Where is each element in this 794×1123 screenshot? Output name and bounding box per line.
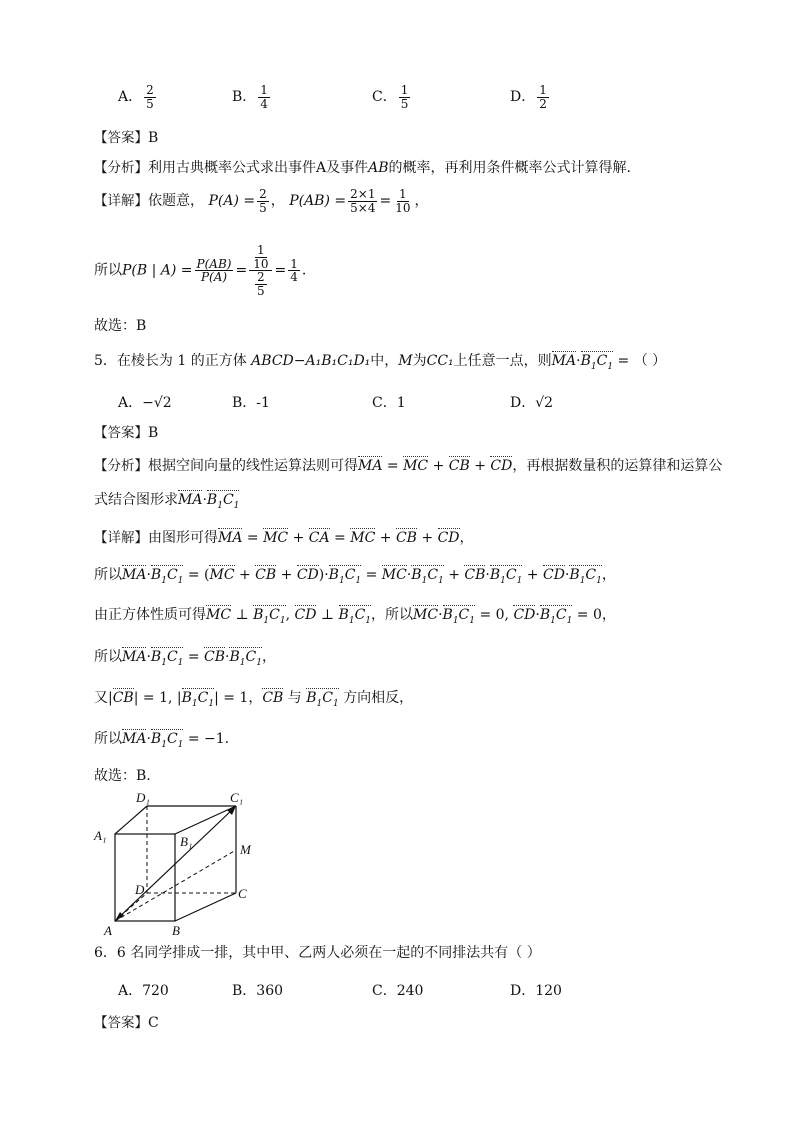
- edge-a1d1: [115, 806, 147, 834]
- q4-conditional: 所以P(B | A) = $\frac{P(AB)}{P(A)}$ = $\frac{\frac{1}{10}}{\frac{2}{5}}$ = $\frac{1}{4}$ .: [94, 243, 307, 298]
- q6-option-d: D．120: [510, 983, 562, 999]
- q6-stem: 6．6 名同学排成一排，其中甲、乙两人必须在一起的不同排法共有（ ）: [94, 945, 541, 961]
- label-m: M: [240, 842, 251, 857]
- q5-analysis: 【分析】根据空间向量的线性运算法则可得MA = MC + CB + CD，再根据数量积的运算律和运算公: [94, 458, 723, 474]
- q5-analysis-cont: 式结合图形求$MA\cdot B_1C_1$: [94, 492, 240, 511]
- q4-option-c: C． $\frac{1}{5}$: [372, 83, 409, 111]
- q5-step-2: 由正方体性质可得MC ⊥ $B_1C_1$, CD ⊥ $B_1C_1$，所以$MC\cdot B_1C_1 = 0$, $CD\cdot B_1C_1 = 0$，: [94, 607, 616, 626]
- q4-analysis: 【分析】利用古典概率公式求出事件A及事件AB的概率，再利用条件概率公式计算得解.: [94, 160, 631, 176]
- q5-option-a: A．−√2: [118, 395, 172, 411]
- q5-choose: 故选：B.: [94, 768, 151, 784]
- q4-option-b: B． $\frac{1}{4}$: [232, 83, 268, 111]
- q5-answer: 【答案】B: [94, 425, 159, 441]
- label-b1: B₁: [180, 834, 193, 849]
- q5-option-c: C．1: [372, 395, 406, 411]
- label-c1: C₁: [230, 790, 244, 805]
- vector-a-c1: [115, 809, 233, 921]
- q4-option-a: A． $\frac{2}{5}$: [118, 83, 154, 111]
- label-d1: D₁: [136, 790, 150, 805]
- q6-option-b: B．360: [232, 983, 284, 999]
- q5-step-5: 所以$MA\cdot B_1C_1 = -1$.: [94, 731, 230, 750]
- q5-stem: 5．在棱长为 1 的正方体 ABCD−A₁B₁C₁D₁中，M为CC₁上任意一点，则$MA\cdot B_1C_1$ = （ ）: [94, 353, 667, 372]
- label-a: A: [104, 923, 112, 938]
- q4-answer: 【答案】B: [94, 130, 159, 146]
- q5-option-d: D．√2: [510, 395, 554, 411]
- label-a1: A₁: [94, 828, 107, 843]
- q5-step-3: 所以$MA\cdot B_1C_1 = CB\cdot B_1C_1$，: [94, 649, 276, 668]
- q4-detail: 【详解】依题意， P(A) = $\frac{2}{5}$ ， P(AB) = $\frac{2\times 1}{5\times 4}$ = $\frac{1}{10}$ ，: [94, 187, 429, 215]
- q5-option-b: B．-1: [232, 395, 270, 411]
- label-b: B: [172, 923, 180, 938]
- q4-option-d: D． $\frac{1}{2}$: [510, 83, 547, 111]
- label-d: D: [135, 882, 145, 897]
- q5-step-4: 又|CB| = 1, $|B_1C_1| = 1$，CB 与 $B_1C_1$ 方向相反，: [94, 690, 414, 709]
- edge-b1-c1: [175, 806, 236, 834]
- cube-front-face: [115, 834, 175, 921]
- label-c: C: [238, 886, 247, 901]
- q6-option-c: C．240: [372, 983, 424, 999]
- cube-figure: [90, 788, 270, 938]
- q5-detail: 【详解】由图形可得MA = MC + CA = MC + CB + CD，: [94, 530, 474, 546]
- q6-answer: 【答案】C: [94, 1015, 159, 1031]
- q5-step-1: 所以$MA\cdot B_1C_1 = (MC$ + CB + $CD)\cdot B_1C_1 = MC\cdot B_1C_1 + CB\cdot B_1C_1 + CD\cdot B_1C_1$，: [94, 567, 616, 586]
- q4-choose: 故选：B: [94, 318, 147, 334]
- edge-bc: [175, 893, 236, 921]
- q6-option-a: A．720: [118, 983, 169, 999]
